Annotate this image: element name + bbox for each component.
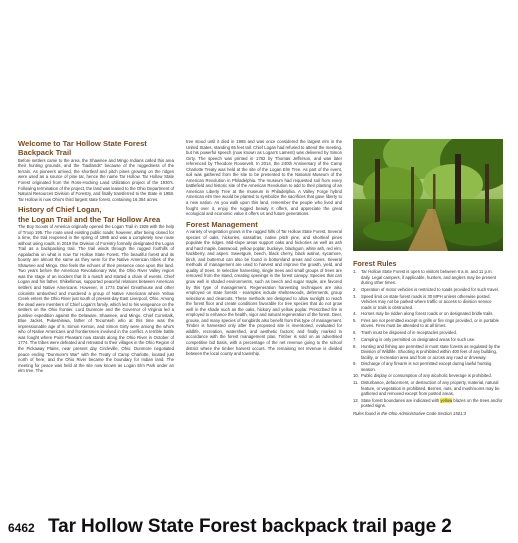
history-heading xyxy=(18,205,174,224)
rule-item: 1. Tar Hollow State Forest is open to visitors between 6 a.m. and 11 p.m. daily. Legal campers, if applicable, hunters, and anglers may be present during other times. xyxy=(353,269,497,286)
forest-rules-heading: Forest Rules xyxy=(353,259,397,268)
forest-management-heading: Forest Management xyxy=(186,219,258,229)
rule-item: 4. Horses may be ridden along forest roads or on designated bridle trails. xyxy=(353,311,494,317)
history-paragraph: The Boy Scouts of America originally opened the Logan Trail in 1928 with the help of Troop 195. The route used existing public roads; however, after being closed for a time, the trail reopened in the spring of 1985 and was a completely new route without using roads. In 2019 the Division of Forestry formally designated the Logan Trail as a backpacking trail. The trail winds through the rugged foothills of Appalachia on what is now Tar Hollow State Forest. The beautiful forest and its bounty are almost the same as they were for the Native American tribes of the Shawnee and Mingo. One feels the echoes of their presence once upon this land. Two years before the American Revolutionary War, the Ohio River Valley region was the stage of an incident that lit a match and started a chain of events. Chief Logan and his father, Shikellimus, supported peaceful relations between American settlers and Native Americans. However, in 1774 Daniel Greathouse and other colonists ambushed and murdered a group of Native Americans where Yellow Creek enters the Ohio River just south of present-day East Liverpool, Ohio. Among the dead were members of Chief Logan's family, which led to his vengeance on the settlers on the Ohio frontier. Lord Dunmore and the Governor of Virginia led a punitive expedition against the Delaware, Shawnee, and Mingo. Chief Cornstalk, Blue Jacket, Pukeshinwa, father of Tecumseh who at this time was the impressionable age of 6, Simon Kenton, and Simon Girty were among the who's who of Native Americans and frontiersmen involved in the conflict. A terrible battle was fought where Point Pleasant now stands along the Ohio River in October of 1774. The tribes were defeated and retreated to their villages in the Ohio Region of the Pickaway Plains, near present day Circleville, Ohio. Dunmore negotiated peace ending "Dunmore's War" with the Treaty of Camp Charlotte, located just north of here, and the Ohio River became the boundary for Indian land. The meeting for peace was held at the site now known as Logan Elm Park under an elm tree. The xyxy=(18,224,174,374)
page-number: 6462 xyxy=(8,521,35,535)
rule-item: 2. Operation of motor vehicles is restricted to roads provided for such travel. xyxy=(353,286,499,292)
history-heading-line2: the Logan Trail and the Tar Hollow Area xyxy=(18,214,161,224)
rule-item: 5. Fires are not permitted except in grills or fire rings provided, or in portable stoves. Fires must be attended to at all times. xyxy=(353,317,499,329)
rule-item: 3. Speed limit on state forest roads is 30 MPH unless otherwise posted. Vehicles may not be parked where traffic or access to division service roads or trails is obstructed. xyxy=(353,293,492,310)
rules-footnote: Rules found in the Ohio Administrative Code Section 1501:3 xyxy=(353,410,467,416)
rule-item: 12. State forest boundaries are indicated with yellow blazes on the trees and/or posted signs. xyxy=(353,397,503,409)
rule-item: 10. Public display or consumption of any alcoholic beverage is prohibited. xyxy=(353,373,492,379)
rule-item: 7. Camping is only permitted on designated areas for such use. xyxy=(353,336,476,342)
page-footer xyxy=(8,516,513,540)
footer-title: Tar Hollow State Forest backpack trail page 2 xyxy=(48,516,452,537)
welcome-paragraph: Before settlers came to the area, the Shawnee and Mingo Indians called this area their hunting grounds, and the "badlands" because of the ruggedness of the terrain. As pioneers arrived, the shortleaf and pitch pines growing on the ridges were used as a source of pine tar, hence the name Tar Hollow. Tar Hollow State Forest originated from the Ross-Hocking Land Utilization project of the 1930's. Following termination of the project, the land was leased to the Ohio Department of Natural Resources Division of Forestry, and finally transferred to the State in 1958. Tar Hollow is now Ohio's third largest state forest, containing 16,354 acres. xyxy=(18,157,174,202)
rule-item: 8. Hunting and fishing are permitted in most state forests as regulated by the Division of Wildlife. Shooting is prohibited within 400 feet of any building, facility, or recreation area and from or across any road or driveway. xyxy=(353,343,501,360)
rule-item: 9. Discharge of any firearm is not permitted except during lawful hunting season. xyxy=(353,361,492,372)
welcome-heading xyxy=(18,139,174,158)
column-left xyxy=(18,139,174,374)
column-middle xyxy=(186,139,342,357)
forest-rules-list xyxy=(353,269,503,409)
rule-item: 6. Trash must be disposed of in receptacles provided. xyxy=(353,330,457,336)
forest-management-paragraph: A variety of vegetation grows in the rugged hills of Tar Hollow State Forest. Several species of oaks, hickories, sassafras, native pitch pine, and shortleaf pines populate the ridges. Mid-slope areas support oaks and hickories as well as ash and hard maple, basswood, yellow poplar, buckeye, blackgum, white ash, red elm, hackberry, and aspen. Sweetgum, beech, black cherry, black walnut, sycamore, birch, and butternut can also be found in bottomland areas and coves. Several methods of management are used to harvest and improve the growth, yield, and quality of trees. In selective harvesting, single trees and small groups of trees are removed from the stand, creating openings in the forest canopy. Species that can grow well in shaded environments, such as beech and sugar maple, are favored by this type of management. Regeneration harvesting techniques are also employed on state forests - examples include shelterwoods, deferments, group selections and clearcuts. These methods are designed to allow sunlight to reach the forest floor and create conditions favorable for tree species that do not grow well in the shade such as the oaks, hickory and yellow poplar. Prescribed fire is employed to enhance the health, vigor and natural regeneration of the forest. Deer, grouse, and many species of songbirds also benefit from this type of management. Timber is harvested only after the proposed site is inventoried, evaluated for wildlife, recreation, watershed, and aesthetic factors; and finally marked in accordance with the forest management plan. Timber is sold on an advertised competitive bid basis, with a percentage of the net revenue going to the school district where the timber harvest occurs. The remaining net revenue is divided between the local county and township. xyxy=(186,229,342,357)
history-heading-line1: History of Chief Logan, xyxy=(18,205,102,215)
column-right xyxy=(353,139,503,416)
welcome-heading-line2: Backpack Trail xyxy=(18,148,72,158)
rule-item: 11. Disturbance, defacement, or destruction of any property, material, natural feature, or vegetation is prohibited. Berries, nuts, and mushrooms may be gathered and removed except from posted areas. xyxy=(353,380,500,397)
welcome-heading-line1: Welcome to Tar Hollow State Forest xyxy=(18,139,147,148)
history-continued-paragraph: tree stood until it died in 1965 and was once considered the largest elm in the United States, standing 65 feet tall. Chief Logan had refused to attend the meeting, but his powerful speech (now known as Logan's Lament) was delivered by Simon Girty. The speech was printed in 1782 by Thomas Jefferson, and was later referenced by Theodore Roosevelt. In 2014, the 240th Anniversary of the Camp Charlotte Treaty was held at the site of the Logan Elm Tree. As part of the event, soil was gathered from the site to be presented to the National Museum of the American Revolution in Philadelphia. The museum had requested soil from every battlefield and historic site of the American Revolution to add to their planting of an American Liberty Tree at the museum in Philadelphia. A Valley Forge hybrid American elm tree would be planted to symbolize the sacrifices that gave liberty to a new nation. As you walk upon this land, remember the people who lived and fought over it, enjoy the rugged beauty it offers, and appreciate the great ecological and economic value it offers us and future generations. xyxy=(186,139,342,217)
yellow-highlight: yellow xyxy=(440,397,453,403)
